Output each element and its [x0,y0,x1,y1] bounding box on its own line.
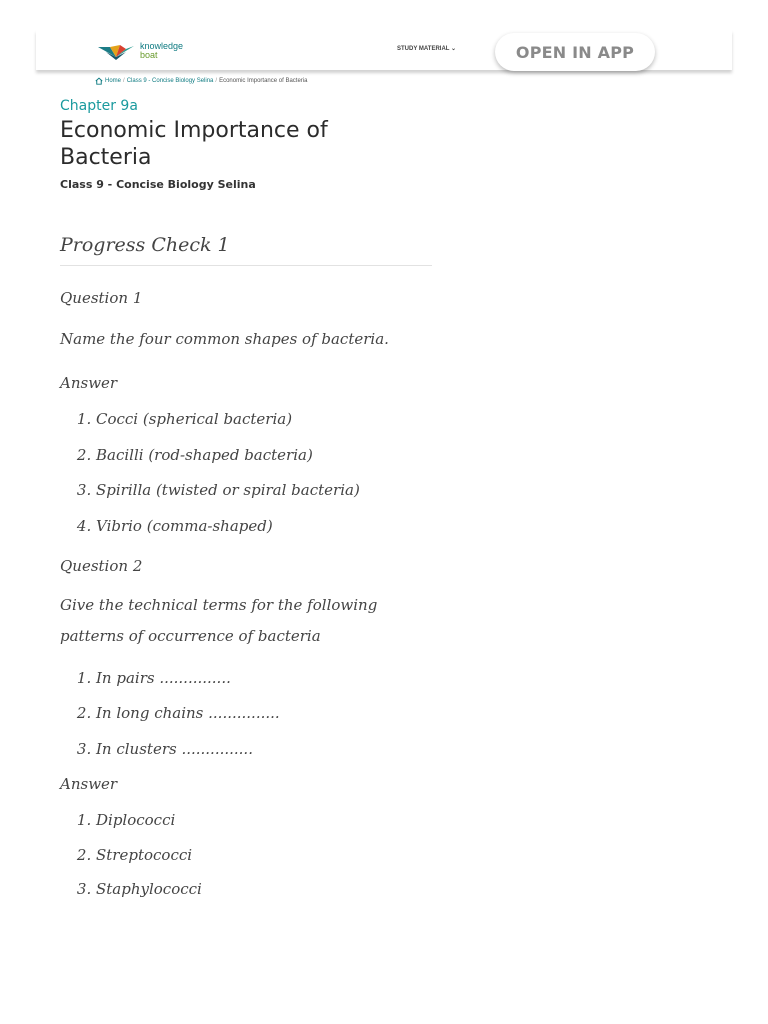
logo-text-top: knowledge [140,41,184,51]
book-subtitle: Class 9 - Concise Biology Selina [60,178,256,191]
answer-list [60,409,432,536]
answer-list [60,810,432,899]
breadcrumb-current: Economic Importance of Bacteria [219,78,308,84]
boat-logo-icon [96,41,136,61]
answer-label: Answer [60,374,118,392]
question-block-1 [60,288,432,536]
knowledgeboat-logo[interactable] [96,39,196,63]
answer-label: Answer [60,775,118,793]
question-item-list [60,668,432,759]
study-material-menu[interactable] [397,45,456,52]
page-title: Economic Importance of Bacteria [60,118,328,170]
question-item: 2. In long chains ............... [96,703,432,723]
breadcrumb-separator: / [123,78,125,84]
answer-item: 4. Vibrio (comma-shaped) [96,516,432,536]
question-block-2 [60,556,432,900]
home-icon[interactable] [95,77,103,85]
answer-item: 2. Bacilli (rod-shaped bacteria) [96,445,432,465]
section-title: Progress Check 1 [60,230,432,266]
answer-item: 2. Streptococci [96,845,432,865]
chevron-down-icon: ⌄ [451,46,457,52]
question-label: Question 2 [60,556,143,575]
breadcrumb-home-link[interactable]: Home [105,78,122,84]
question-item: 1. In pairs ............... [96,668,432,688]
main-content [60,230,432,914]
question-text: Name the four common shapes of bacteria. [60,330,389,348]
answer-item: 3. Staphylococci [96,879,432,899]
answer-item: 3. Spirilla (twisted or spiral bacteria) [96,480,432,500]
open-in-app-button[interactable]: OPEN IN APP [495,33,655,71]
answer-item: 1. Diplococci [96,810,432,830]
breadcrumb-class-link[interactable]: Class 9 - Concise Biology Selina [126,78,214,84]
chapter-label: Chapter 9a [60,98,138,114]
answer-item: 1. Cocci (spherical bacteria) [96,409,432,429]
breadcrumb-separator: / [215,78,218,84]
breadcrumb [95,77,307,85]
study-material-label: STUDY MATERIAL [397,46,450,52]
top-header [36,30,732,70]
logo-text-bottom: boat [140,50,158,60]
question-label: Question 1 [60,289,143,307]
logo-wordmark [140,42,183,60]
question-text: Give the technical terms for the following patterns of occurrence of bacteria [60,595,378,645]
question-item: 3. In clusters ............... [96,739,432,759]
